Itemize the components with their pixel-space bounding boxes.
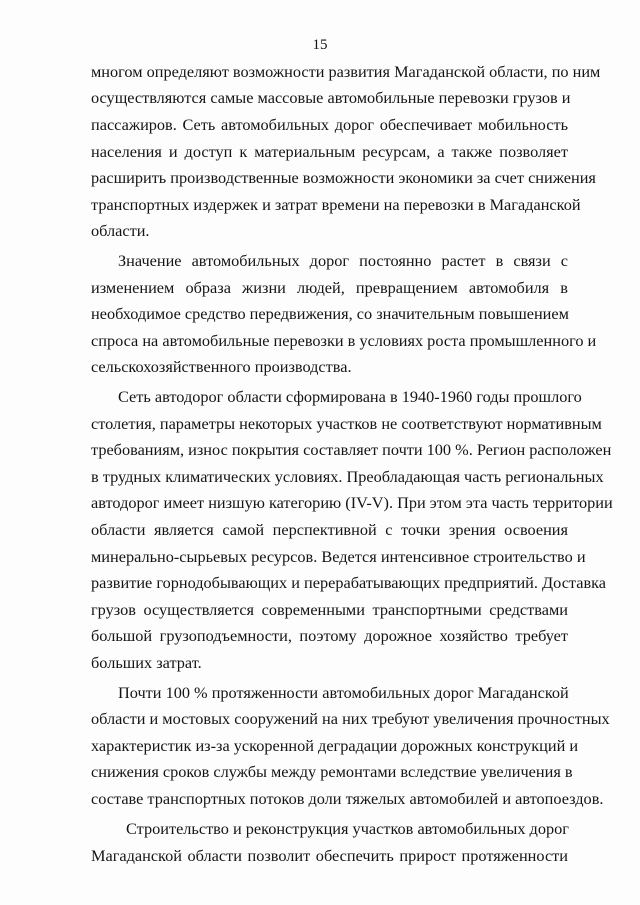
paragraph-1-line-1: многом определяют возможности развития Магаданской области, по ним: [91, 62, 601, 81]
paragraph-3-line-10: большой грузоподъемности, поэтому дорожное хозяйство требует: [91, 626, 568, 645]
paragraph-2-line-1: Значение автомобильных дорог постоянно растет в связи с: [118, 251, 568, 270]
paragraph-2-line-2: изменением образа жизни людей, превращением автомобиля в: [91, 278, 568, 297]
paragraph-3-line-4: в трудных климатических условиях. Преобладающая часть региональных: [91, 467, 604, 486]
paragraph-1-line-5: расширить производственные возможности экономики за счет снижения: [91, 168, 596, 187]
paragraph-4-line-1: Почти 100 % протяженности автомобильных дорог Магаданской: [118, 683, 569, 702]
paragraph-3-line-5: автодорог имеет низшую категорию (IV-V). При этом эта часть территории: [91, 493, 613, 512]
paragraph-1-line-6: транспортных издержек и затрат времени на перевозки в Магаданской: [91, 195, 581, 214]
paragraph-3-line-7: минерально-сырьевых ресурсов. Ведется интенсивное строительство и: [91, 547, 586, 566]
page-number: 15: [312, 37, 328, 53]
paragraph-2-line-5: сельскохозяйственного производства.: [91, 357, 352, 376]
paragraph-3-line-6: области является самой перспективной с точки зрения освоения: [91, 520, 568, 539]
paragraph-3-line-9: грузов осуществляется современными транспортными средствами: [91, 600, 568, 619]
paragraph-3-line-1: Сеть автодорог области сформирована в 1940-1960 годы прошлого: [118, 387, 582, 406]
paragraph-3-line-3: требованиям, износ покрытия составляет почти 100 %. Регион расположен: [91, 440, 612, 459]
paragraph-4-line-2: области и мостовых сооружений на них требуют увеличения прочностных: [91, 709, 610, 728]
paragraph-3-line-8: развитие горнодобывающих и перерабатывающих предприятий. Доставка: [91, 573, 607, 592]
paragraph-4-line-5: составе транспортных потоков доли тяжелых автомобилей и автопоездов.: [91, 789, 604, 808]
paragraph-4-line-4: снижения сроков службы между ремонтами вследствие увеличения в: [91, 762, 573, 781]
paragraph-2-line-3: необходимое средство передвижения, со значительным повышением: [91, 304, 569, 323]
paragraph-2-line-4: спроса на автомобильные перевозки в условиях роста промышленного и: [91, 331, 597, 350]
paragraph-1-line-7: области.: [91, 221, 150, 240]
paragraph-3-line-2: столетия, параметры некоторых участков не соответствуют нормативным: [91, 414, 602, 433]
paragraph-1-line-3: пассажиров. Сеть автомобильных дорог обеспечивает мобильность: [91, 115, 568, 134]
paragraph-5-line-2: Магаданской области позволит обеспечить прирост протяженности: [91, 846, 568, 865]
paragraph-3-line-11: больших затрат.: [91, 653, 202, 672]
paragraph-1-line-4: населения и доступ к материальным ресурсам, а также позволяет: [91, 142, 568, 161]
paragraph-4-line-3: характеристик из-за ускоренной деградации дорожных конструкций и: [91, 736, 579, 755]
paragraph-5-line-1: Строительство и реконструкция участков автомобильных дорог: [126, 819, 569, 838]
paragraph-1-line-2: осуществляются самые массовые автомобильные перевозки грузов и: [91, 88, 571, 107]
